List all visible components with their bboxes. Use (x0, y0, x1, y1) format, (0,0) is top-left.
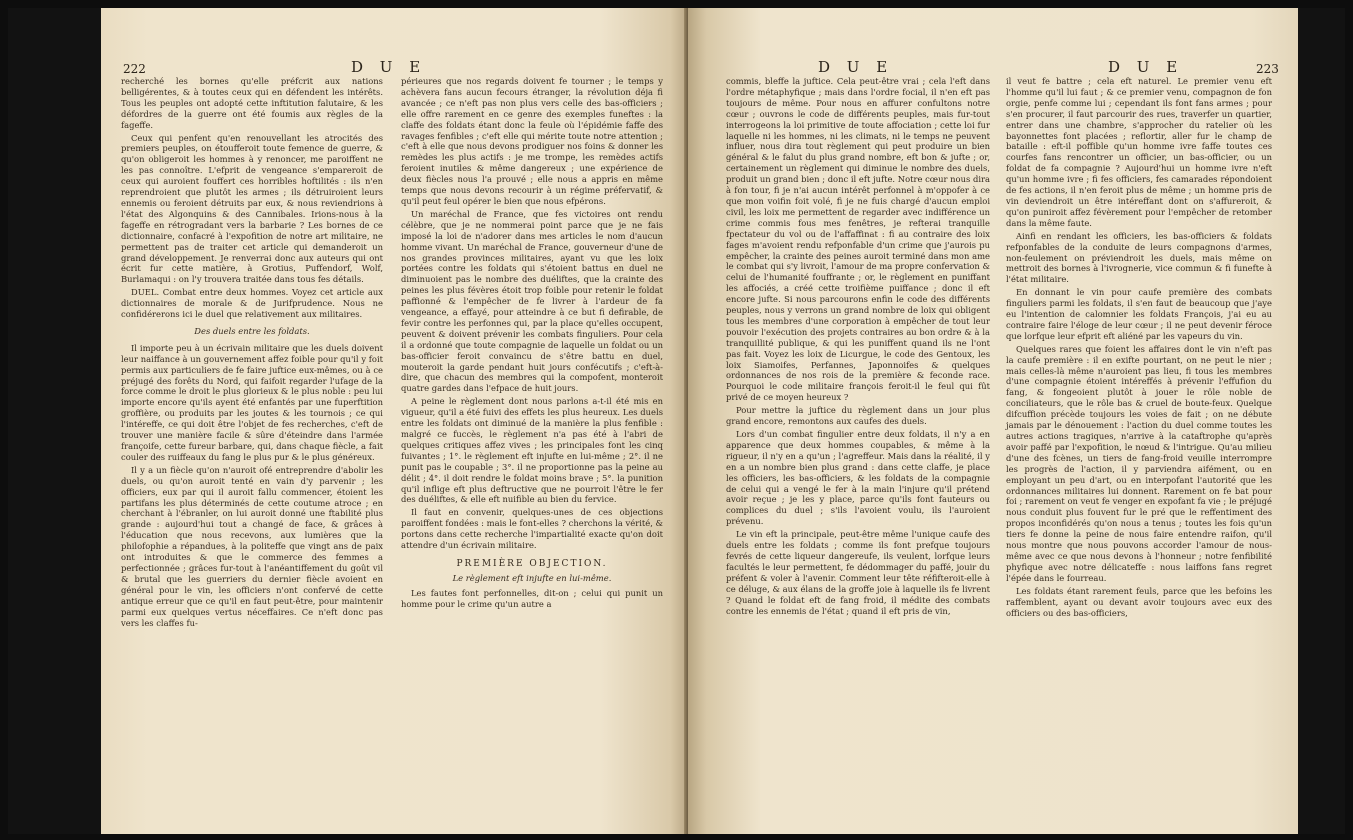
paragraph: Pour mettre la juftice du règlement dans un jour plus grand encore, remontons aux caufes des duels. (726, 405, 990, 427)
left-page (101, 8, 688, 834)
book-spread (8, 8, 1345, 834)
paragraph: Lors d'un combat fingulier entre deux foldats, il n'y a en apparence que deux hommes coupables, & même à la rigueur, il n'y en a qu'un ; l'agreffeur. Mais dans la réalité, il y en a un nombre bien plus grand : dans cette claffe, je place les officiers, les bas-officiers, & les foldats de la compagnie de celui qui a vengé le fer à la main l'injure qu'il prétend avoir reçue ; je les y place, parce qu'ils font fauteurs ou complices du duel ; s'ils l'avoient voulu, ils l'auroient prévenu. (726, 429, 990, 527)
right-running-head-right: D U E (1108, 58, 1184, 76)
paragraph: recherché les bornes qu'elle préfcrit aux nations belligérentes, & à toutes ceux qui en défendent les intérêts. Tous les peuples ont adopté cette inftitution falutaire, & les défordres de la guerre ont été foumis aux règles de la fageffe. (121, 76, 383, 130)
left-shadow (8, 8, 101, 834)
paragraph: Quelques rares que foient les affaires dont le vin n'eft pas la caufe première : il en exifte pourtant, on ne peut le nier ; mais celles-là même n'auroient pas lieu, fi tous les membres d'une compagnie étoient intéreffés à prévenir l'effufion du fang, & fongeoient plutôt à jouer le rôle noble de conciliateurs, que le rôle bas & cruel de boute-feux. Quelque difcuffion précède toujours les voies de fait ; on ne débute jamais par le dénouement : l'action du duel comme toutes les autres actions tragiques, n'arrive à la cataftrophe qu'après avoir paffé par l'expofition, le nœud & l'intrigue. Qu'au milieu d'une des fcènes, un tiers de fang-froid veuille interrompre les progrès de l'action, il y parviendra aifément, ou en employant un peu d'art, ou en interpofant l'autorité que les ordonnances militaires lui donnent. Rarement on fe bat pour foi ; rarement on veut fe venger en expofant fa vie ; le préjugé nous conduit plus fouvent fur le pré que le reffentiment des propos inconfidérés qu'on nous a tenus ; toutes les fois qu'un tiers fe donne la peine de nous faire entendre raifon, qu'il nous montre que nous pouvons accorder l'amour de nous-même avec ce que nous devons à l'honneur ; notre fenfibilité phyfique avec notre délicateffe : nous laiffons fans regret l'épée dans le fourreau. (1006, 343, 1272, 583)
paragraph: périeures que nos regards doivent fe tourner ; le temps y achèvera fans aucun fecours étranger, la révolution déja fi avancée ; ce n'eft pas non plus vers celle des bas-officiers ; elle offre rarement en ce genre des exemples funeftes : la claffe des foldats étant donc la feule où l'épidémie faffe des ravages fenfibles ; c'eft elle qui mérite toute notre attention ; c'eft à elle que nous devons prodiguer nos foins & donner les remèdes les plus actifs : je me trompe, les remèdes actifs feroient inutiles & même dangereux ; une expérience de deux fiècles nous l'a prouvé ; elle nous a appris en même temps que nous devons recourir à un régime préfervatif, & qu'il peut feul opérer le bien que nous efpérons. (401, 76, 663, 206)
paragraph: Ainfi en rendant les officiers, les bas-officiers & foldats refponfables de la conduite de leurs compagnons d'armes, non-feulement on préviendroit les duels, mais même on mettroit des bornes à l'ivrognerie, vice commun & fi funefte à l'état militaire. (1006, 230, 1272, 285)
paragraph: Le règlement eft injufte en lui-même. (452, 572, 612, 583)
paragraph: En donnant le vin pour caufe première des combats finguliers parmi les foldats, il s'en faut de beaucoup que j'aye eu l'intention de calomnier les foldats François, j'ai eu au contraire faire l'éloge de leur cœur ; il ne peut devenir féroce que lorfque leur efprit eft aliéné par les vapeurs du vin. (1006, 287, 1272, 341)
paragraph: PREMIÈRE OBJECTION. (456, 558, 608, 569)
paragraph: Un maréchal de France, que fes victoires ont rendu célèbre, que je ne nommerai point parce que je ne fais imposé la loi de n'adorer dans mes articles le nom d'aucun homme vivant. Un maréchal de France, gouverneur d'une de nos grandes provinces militaires, ayant vu que les loix portées contre les foldats qui s'étoient battus en duel ne diminuoient pas le nombre des duéliftes, que la crainte des peines les plus févères étoit trop foible pour retenir le foldat paffionné & l'empêcher de fe livrer à l'ardeur de fa vengeance, a effayé, pour atteindre à ce but fi defirable, de fevir contre les perfonnes qui, par la place qu'elles occupent, peuvent & doivent prévenir les combats finguliers. Pour cela il a ordonné que toute compagnie de laquelle un foldat ou un bas-officier feroit convaincu de s'être battu en duel, mouteroit la garde pendant huit jours confécutifs ; c'eft-à-dire, que chacun des membres qui la compofent, monteroit quatre gardes dans l'efpace de huit jours. (401, 208, 663, 394)
right-page (688, 8, 1298, 834)
paragraph: Les foldats étant rarement feuls, parce que les befoins les raffemblent, ayant ou devant avoir toujours avec eux des officiers ou des bas-officiers, (1006, 585, 1272, 618)
paragraph: Il faut en convenir, quelques-unes de ces objections paroiffent fondées : mais le font-elles ? cherchons la vérité, & portons dans cette recherche l'impartialité exacte qu'on doit attendre d'un écrivain militaire. (401, 507, 663, 551)
left-running-head: D U E (351, 58, 427, 76)
right-running-head-left: D U E (818, 58, 894, 76)
right-folio: 223 (1256, 62, 1279, 76)
left-column-1 (121, 76, 383, 630)
paragraph: il veut fe battre ; cela eft naturel. Le premier venu eft l'homme qu'il lui faut ; & ce premier venu, compagnon de fon orgie, penfe comme lui ; cependant ils font fans armes ; pour s'en procurer, il faut parcourir des rues, traverfer un quartier, entrer dans une chambre, s'approcher du ratelier où les bayonnettes font placées ; reflortir, aller fur le champ de bataille : eft-il poffible qu'un homme ivre faffe toutes ces courfes fans rencontrer un officier, un bas-officier, ou un foldat de fa compagnie ? Aujourd'hui un homme ivre n'eft qu'un homme ivre ; fi fes officiers, fes camarades répondoient de fes actions, il n'en feroit plus de même ; un homme pris de vin deviendroit un être intéreffant dont on s'affureroit, & qu'on puniroit affez févèrement pour l'empêcher de retomber dans la même faute. (1006, 76, 1272, 228)
left-column-2 (401, 76, 663, 612)
paragraph: DUEL. Combat entre deux hommes. Voyez cet article aux dictionnaires de morale & de Jurifprudence. Nous ne confidérerons ici le duel que relativement aux militaires. (121, 287, 383, 320)
right-column-2 (1006, 76, 1272, 620)
paragraph: Le vin eft la principale, peut-être même l'unique caufe des duels entre les foldats ; comme ils font prefque toujours fevrés de cette liqueur dangereufe, ils veulent, lorfque leurs facultés le leur permettent, fe dédommager du paffé, jouir du préfent & voler à l'avenir. Comment leur tête réfifteroit-elle à ce déluge, & aux élans de la groffe joie à laquelle ils fe livrent ? Quand le foldat eft de fang froid, il médite des combats contre les ennemis de l'état ; quand il eft pris de vin, (726, 529, 990, 616)
paragraph: Ceux qui penfent qu'en renouvellant les atrocités des premiers peuples, on étoufferoit toute femence de guerre, & qu'on obligeroit les hommes à y renoncer, me paroiffent ne les pas connoître. L'efprit de vengeance s'empareroit de ceux qui auroient fouffert ces horribles hoftilités : ils n'en reprendroient que plutôt les armes ; ils détruiroient leurs ennemis ou feroient détruits par eux, & nous reviendrions à l'état des Algonquins & des Cannibales. Irions-nous à la fageffe en rétrogradant vers la barbarie ? Les bornes de ce dictionnaire, confacré à l'expofition de notre art militaire, ne permettent pas de traiter cet article qui demanderoit un grand développement. Je renverrai donc aux auteurs qui ont écrit fur cette matière, à Grotius, Puffendorf, Wolf, Burlamaqui : on l'y trouvera traitée dans tous fes détails. (121, 132, 383, 285)
paragraph: Les fautes font perfonnelles, dit-on ; celui qui punit un homme pour le crime qu'un autre a (401, 587, 663, 609)
paragraph: Il y a un fiècle qu'on n'auroit ofé entreprendre d'abolir les duels, ou qu'on auroit tenté en vain d'y parvenir ; les officiers, eux par qui il auroit fallu commencer, étoient les partifans les plus déterminés de cette coutume atroce ; en cherchant à l'ébranler, on lui auroit donné une ftabilité plus grande : aujourd'hui tout a changé de face, & grâces à l'éducation que nous recevons, aux lumières que la philofophie a répandues, à la politeffe que vingt ans de paix ont introduites & que le commerce des femmes a perfectionnée ; grâces fur-tout à l'anéantiffement du goût vil & brutal que les guerriers du dernier fiècle avoient en général pour le vin, les officiers n'ont confervé de cette antique erreur que ce qu'il en faut peut-être, pour maintenir parmi eux quelques vertus néceffaires. Ce n'eft donc pas vers les claffes fu- (121, 464, 383, 628)
left-folio: 222 (123, 62, 146, 76)
right-column-1 (726, 76, 990, 618)
right-shadow (1298, 8, 1345, 834)
paragraph: Des duels entre les foldats. (194, 325, 310, 336)
paragraph: A peine le règlement dont nous parlons a-t-il été mis en vigueur, qu'il a été fuivi des effets les plus heureux. Les duels entre les foldats ont diminué de la manière la plus fenfible : malgré ce fuccès, le règlement n'a pas été à l'abri de quelques critiques affez vives ; les principales font les cinq fuivantes ; 1°. le règlement eft injufte en lui-même ; 2°. il ne punit pas le coupable ; 3°. il ne proportionne pas la peine au délit ; 4°. il doit rendre le foldat moins brave ; 5°. la punition qu'il inflige eft plus deftructive que ne pourroit l'être le fer des duéliftes, & elle eft nuifible au bien du fervice. (401, 396, 663, 505)
paragraph: commis, bleffe la juftice. Cela peut-être vrai ; cela l'eft dans l'ordre métaphyfique ; mais dans l'ordre focial, il n'en eft pas toujours de même. Pour nous en affurer confultons notre cœur ; ouvrons le code de différents peuples, mais fur-tout interrogeons la loi primitive de toute affociation ; cette loi fur laquelle ni les hommes, ni les climats, ni le temps ne peuvent influer, nous dira tout règlement qui peut produire un bien général & le falut du plus grand nombre, eft bon & jufte ; or, certainement un règlement qui diminue le nombre des duels, produit un grand bien ; donc il eft jufte. Notre cœur nous dira à fon tour, fi je n'ai aucun intérêt perfonnel à m'oppofer à ce que mon voifin foit volé, fi je ne fuis chargé d'aucun emploi civil, les loix me permettent de regarder avec indifférence un crime commis fous mes fenêtres, je refterai tranquille fpectateur du vol ou de l'affaffinat : fi au contraire des loix fages m'avoient rendu refponfable d'un crime que j'aurois pu empêcher, la crainte des peines auroit terminé dans mon ame le combat qui s'y livroit, l'amour de ma propre confervation & celui de l'humanité fouffrante ; or, le règlement en puniffant les affociés, a créé cette troifième puiffance ; donc il eft encore jufte. Si nous parcourons enfin le code des différents peuples, nous y verrons un grand nombre de loix qui obligent tous les membres d'une corporation à empêcher de tout leur pouvoir l'exécution des projets contraires au bon ordre & à la tranquillité publique, & qui les puniffent quand ils ne l'ont pas fait. Voyez les loix de Licurgue, le code des Gentoux, les loix Siamoifes, Perfannes, Japonnoifes & quelques ordonnances de nos rois de la première & feconde race. Pourquoi le code militaire françois feroit-il le feul qui fût privé de ce moyen heureux ? (726, 76, 990, 403)
paragraph: Il importe peu à un écrivain militaire que les duels doivent leur naiffance à un gouvernement affez foible pour qu'il y foit permis aux particuliers de fe faire juftice eux-mêmes, ou à ce préjugé des forêts du Nord, qui faifoit regarder l'ufage de la force comme le droit le plus glorieux & le plus noble : peu lui importe encore qu'ils ayent été enfantés par une fuperftition groffière, ou produits par les joutes & les tournois ; ce qui l'intéreffe, ce qui doit être l'objet de fes recherches, c'eft de trouver une manière facile & sûre d'éteindre dans l'armée françoife, cette fureur barbare, qui, dans chaque fiècle, a fait couler des ruiffeaux du fang le plus pur & le plus généreux. (121, 342, 383, 462)
